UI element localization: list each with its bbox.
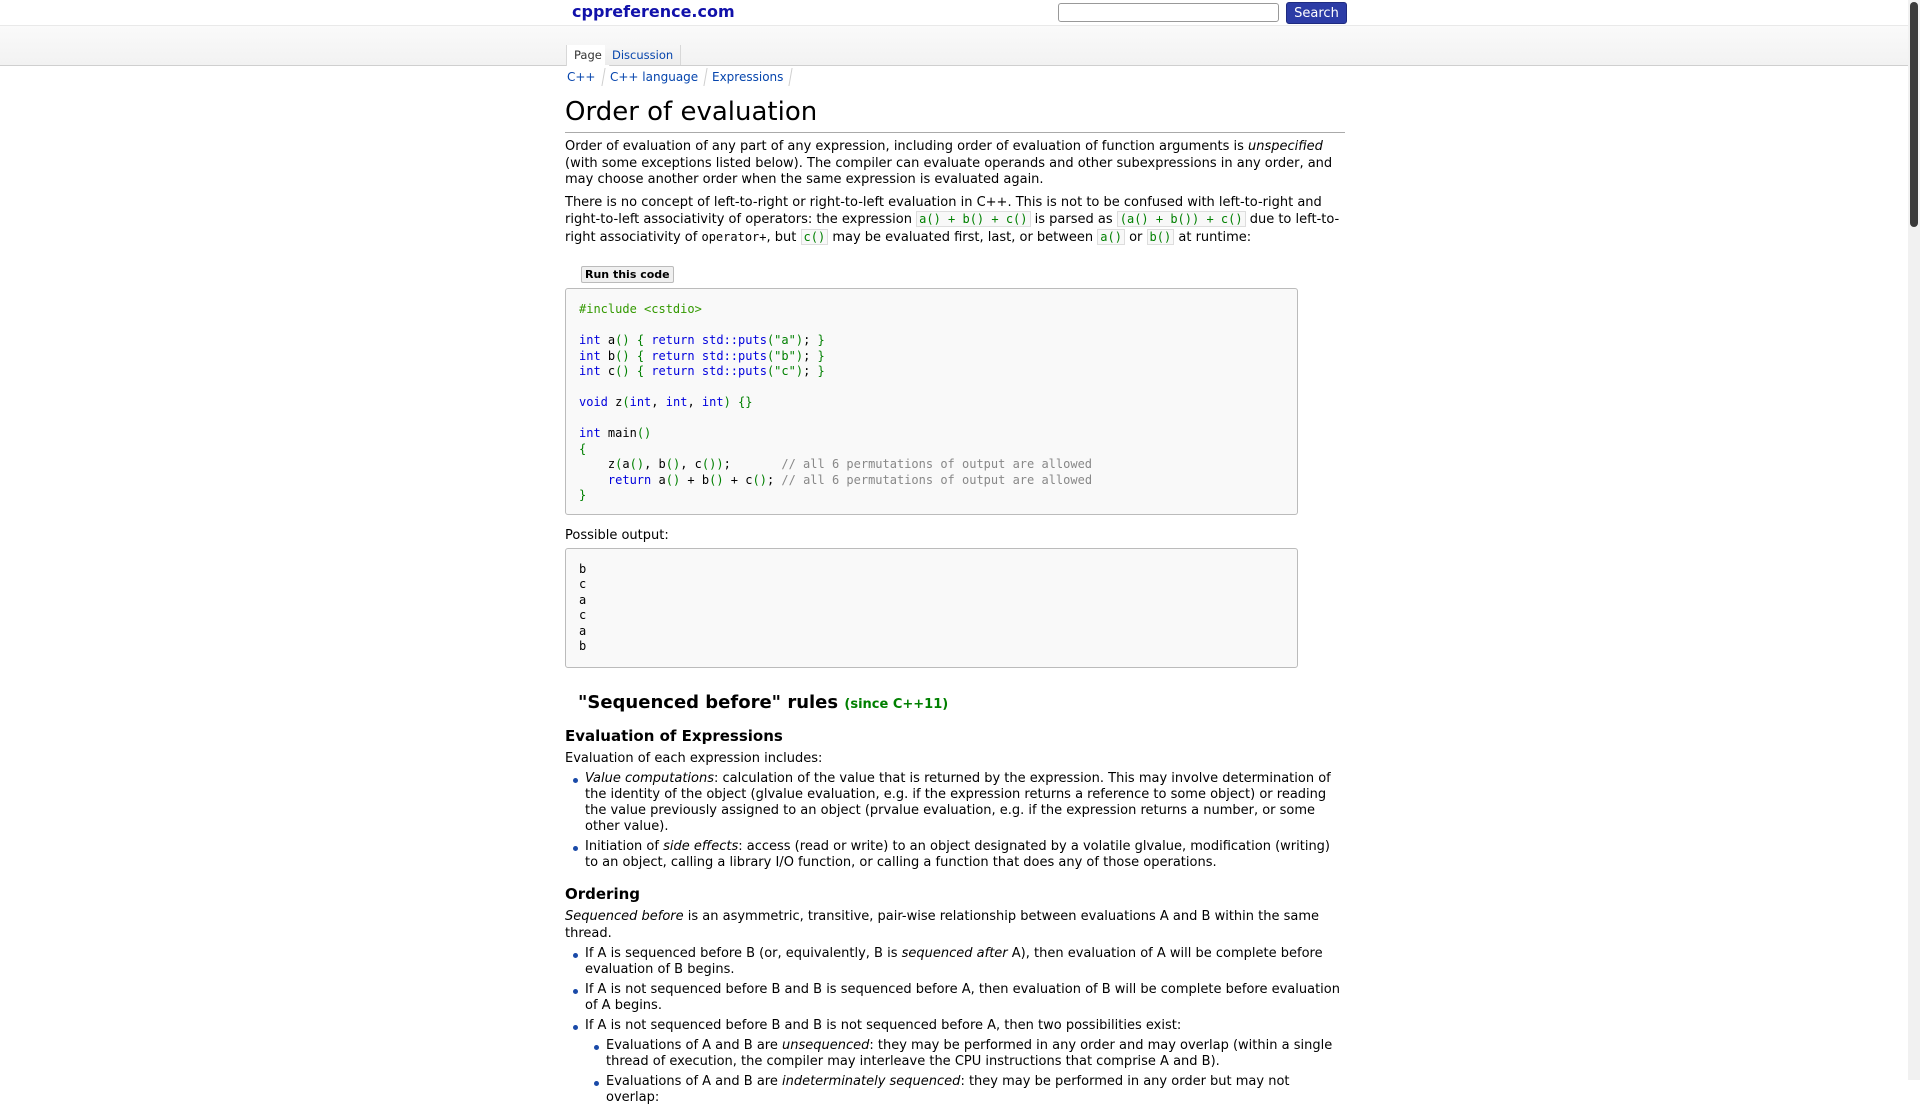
scrollbar-thumb[interactable] <box>1910 2 1918 227</box>
inline-code: c() <box>801 229 829 245</box>
intro-paragraph-1: Order of evaluation of any part of any expression, including order of evaluation of function arguments is unspecified (with some exceptions listed below). The compiler can evaluate operands and other subexpressions in any order, and may choose another order when the same expression is evaluated again. <box>565 139 1333 187</box>
list-item: If A is not sequenced before B and B is sequenced before A, then evaluation of B will be complete before evaluation of A begins. <box>585 982 1345 1014</box>
list-item: If A is sequenced before B (or, equivalently, B is sequenced after A), then evaluation of A will be complete before evaluation of B begins. <box>585 946 1345 978</box>
content <box>565 95 1345 1106</box>
breadcrumb-cpp[interactable]: C++ <box>559 68 605 86</box>
output-label: Possible output: <box>565 527 669 543</box>
intro-paragraph-2: There is no concept of left-to-right or right-to-left evaluation in C++. This is not to be confused with left-to-right and right-to-left associativity of operators: the expression a() + b() + c() is parsed as (a() + b()) + c() due to left-to-right associativity of operator+, but c() may be evaluated first, last, or between a() or b() at runtime: <box>565 194 1340 245</box>
search-button[interactable]: Search <box>1286 2 1347 24</box>
top-bar <box>0 0 1908 26</box>
inline-code: a() <box>1097 229 1125 245</box>
inline-code: (a() + b()) + c() <box>1117 211 1246 227</box>
list-item: Evaluations of A and B are indeterminately sequenced: they may be performed in any order but may not overlap: <box>606 1074 1345 1106</box>
code-block: #include <cstdio> int a() { return std::puts("a"); } int b() { return std::puts("b"); } int c() { return std::puts("c"); } void z(int, int, int) {} int main() { z(a(), b(), c()); // all 6 permutations of output are allowed return a() + b() + c(); // all 6 permutations of output are allowed } <box>579 302 1093 502</box>
ordering-paragraph: Sequenced before is an asymmetric, transitive, pair-wise relationship between evaluations A and B within the same thread. <box>565 909 1320 941</box>
breadcrumb-expressions[interactable]: Expressions <box>704 68 793 86</box>
output-block: b c a c a b <box>579 561 587 653</box>
site-title-link[interactable]: cppreference.com <box>572 2 735 21</box>
eval-list <box>565 771 1345 871</box>
list-item: Value computations: calculation of the value that is returned by the expression. This may involve determination of the identity of the object (glvalue evaluation, e.g. if the expression returns a reference to some object) or reading the value previously assigned to an object (prvalue evaluation, e.g. if the expression returns a number, or some other value). <box>585 771 1345 835</box>
heading-ordering: Ordering <box>565 885 641 903</box>
page-title: Order of evaluation <box>565 95 1345 133</box>
code-example <box>565 288 1298 515</box>
ordering-list <box>565 946 1345 1106</box>
heading-evaluation-of-expressions: Evaluation of Expressions <box>565 726 783 745</box>
breadcrumb-cpp-language[interactable]: C++ language <box>602 68 707 86</box>
section-title-sequenced-before: "Sequenced before" rules (since C++11) <box>578 691 949 713</box>
inline-code: b() <box>1147 229 1175 245</box>
nested-list <box>585 1038 1345 1106</box>
list-item: Initiation of side effects: access (read or write) to an object designated by a volatile glvalue, modification (writing) to an object, calling a library I/O function, or calling a function that does any of those operations. <box>585 839 1345 871</box>
vertical-scrollbar[interactable] <box>1908 0 1920 1080</box>
breadcrumb <box>561 68 791 86</box>
tab-discussion[interactable]: Discussion <box>605 45 681 65</box>
inline-code: a() + b() + c() <box>916 211 1030 227</box>
list-item: Evaluations of A and B are unsequenced: they may be performed in any order and may overlap (within a single thread of execution, the compiler may interleave the CPU instructions that comprise A and B). <box>606 1038 1345 1070</box>
output-box <box>565 548 1298 668</box>
search-input[interactable] <box>1058 3 1279 22</box>
since-badge: (since C++11) <box>844 696 949 712</box>
tab-strip <box>0 26 1908 66</box>
list-item: If A is not sequenced before B and B is not sequenced before A, then two possibilities exist: Evaluations of A and B are unsequenced: they may be performed in any order and may overlap (within a single thread of execution, the compiler may interleave the CPU instructions that comprise A and B). Evaluations of A and B are indeterminately sequenced: they may be performed in any order but may not overlap: <box>585 1018 1345 1106</box>
run-code-button[interactable]: Run this code <box>581 266 674 283</box>
eval-intro: Evaluation of each expression includes: <box>565 750 823 766</box>
tab-page[interactable]: Page <box>566 45 610 66</box>
operator-plus-link[interactable]: operator+ <box>701 229 767 244</box>
